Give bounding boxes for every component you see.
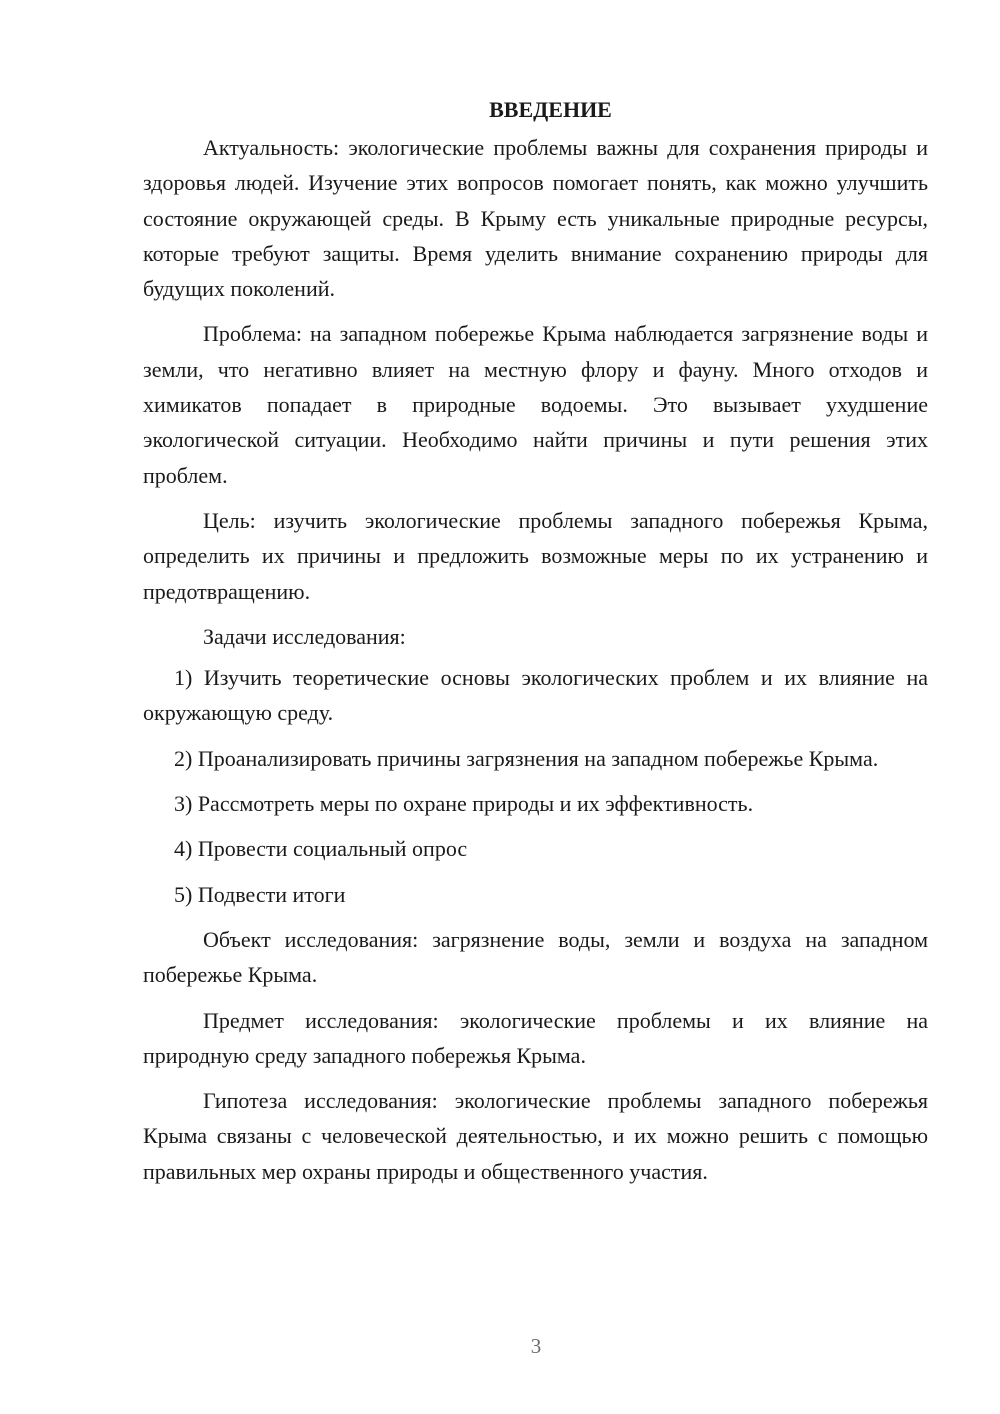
- hypothesis-paragraph: Гипотеза исследования: экологические проблемы западного побережья Крыма связаны с человеческой деятельностью, и их можно решить с помощью правильных мер охраны природы и общественного участия.: [143, 1088, 928, 1184]
- task-item: 3) Рассмотреть меры по охране природы и их эффективность.: [174, 791, 754, 817]
- subject-paragraph: Предмет исследования: экологические проблемы и их влияние на природную среду западного побережья Крыма.: [143, 1007, 928, 1068]
- relevance-paragraph: Актуальность: экологические проблемы важны для сохранения природы и здоровья людей. Изучение этих вопросов помогает понять, как можно улучшить состояние окружающей среды. В Крыму есть уникальные природные ресурсы, которые требуют защиты. Время уделить внимание сохранению природы для будущих поколений.: [143, 135, 928, 302]
- task-item: 4) Провести социальный опрос: [174, 836, 468, 862]
- document-body: [143, 95, 928, 1199]
- task-item: 1) Изучить теоретические основы экологических проблем и их влияние на окружающую среду.: [143, 665, 928, 726]
- tasks-list: [143, 660, 928, 912]
- goal-paragraph: Цель: изучить экологические проблемы западного побережья Крыма, определить их причины и предложить возможные меры по их устранению и предотвращению.: [143, 507, 928, 604]
- page-number: 3: [530, 1334, 542, 1358]
- task-item: 5) Подвести итоги: [174, 881, 346, 907]
- task-item: 2) Проанализировать причины загрязнения на западном побережье Крыма.: [174, 745, 879, 771]
- section-heading: ВВЕДЕНИЕ: [489, 97, 612, 122]
- tasks-title: Задачи исследования:: [203, 623, 406, 649]
- object-paragraph: Объект исследования: загрязнение воды, земли и воздуха на западном побережье Крыма.: [143, 926, 928, 988]
- problem-paragraph: Проблема: на западном побережье Крыма наблюдается загрязнение воды и земли, что негативно влияет на местную флору и фауну. Много отходов и химикатов попадает в природные водоемы. Это вызывает ухудшение экологической ситуации. Необходимо найти причины и пути решения этих проблем.: [143, 321, 928, 488]
